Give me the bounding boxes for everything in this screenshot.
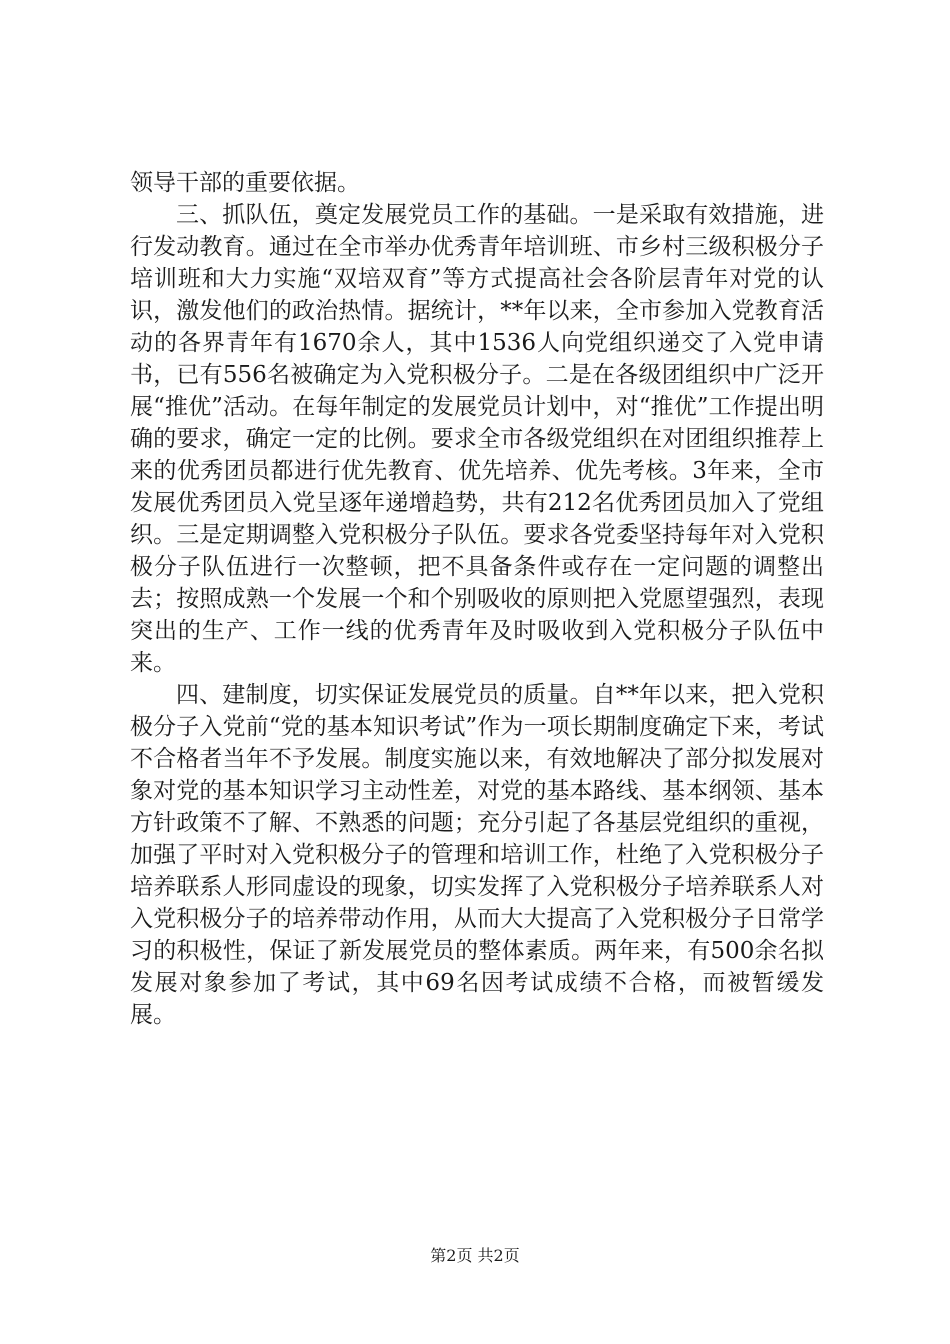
paragraph-section-three: 三、抓队伍，奠定发展党员工作的基础。一是采取有效措施，进行发动教育。通过在全市举办优秀青年培训班、市乡村三级积极分子培训班和大力实施“双培双育”等方式提高社会各阶层青年对党的认识，激发他们的政治热情。据统计，**年以来，全市参加入党教育活动的各界青年有1670余人，其中1536人向党组织递交了入党申请书，已有556名被确定为入党积极分子。二是在各级团组织中广泛开展“推优”活动。在每年制定的发展党员计划中，对“推优”工作提出明确的要求，确定一定的比例。要求全市各级党组织在对团组织推荐上来的优秀团员都进行优先教育、优先培养、优先考核。3年来，全市发展优秀团员入党呈逐年递增趋势，共有212名优秀团员加入了党组织。三是定期调整入党积极分子队伍。要求各党委坚持每年对入党积极分子队伍进行一次整顿，把不具备条件或存在一定问题的调整出去；按照成熟一个发展一个和个别吸收的原则把入党愿望强烈，表现突出的生产、工作一线的优秀青年及时吸收到入党积极分子队伍中来。 (130, 202, 824, 676)
document-body (130, 167, 824, 1031)
paragraph-continuation: 领导干部的重要依据。 (130, 170, 360, 196)
page-number-footer: 第2页 共2页 (430, 1246, 520, 1265)
paragraph-section-four: 四、建制度，切实保证发展党员的质量。自**年以来，把入党积极分子入党前“党的基本知识考试”作为一项长期制度确定下来，考试不合格者当年不予发展。制度实施以来，有效地解决了部分拟发展对象对党的基本知识学习主动性差，对党的基本路线、基本纲领、基本方针政策不了解、不熟悉的问题；充分引起了各基层党组织的重视，加强了平时对入党积极分子的管理和培训工作，杜绝了入党积极分子培养联系人形同虚设的现象，切实发挥了入党积极分子培养联系人对入党积极分子的培养带动作用，从而大大提高了入党积极分子日常学习的积极性，保证了新发展党员的整体素质。两年来，有500余名拟发展对象参加了考试，其中69名因考试成绩不合格，而被暂缓发展。 (130, 682, 824, 1028)
